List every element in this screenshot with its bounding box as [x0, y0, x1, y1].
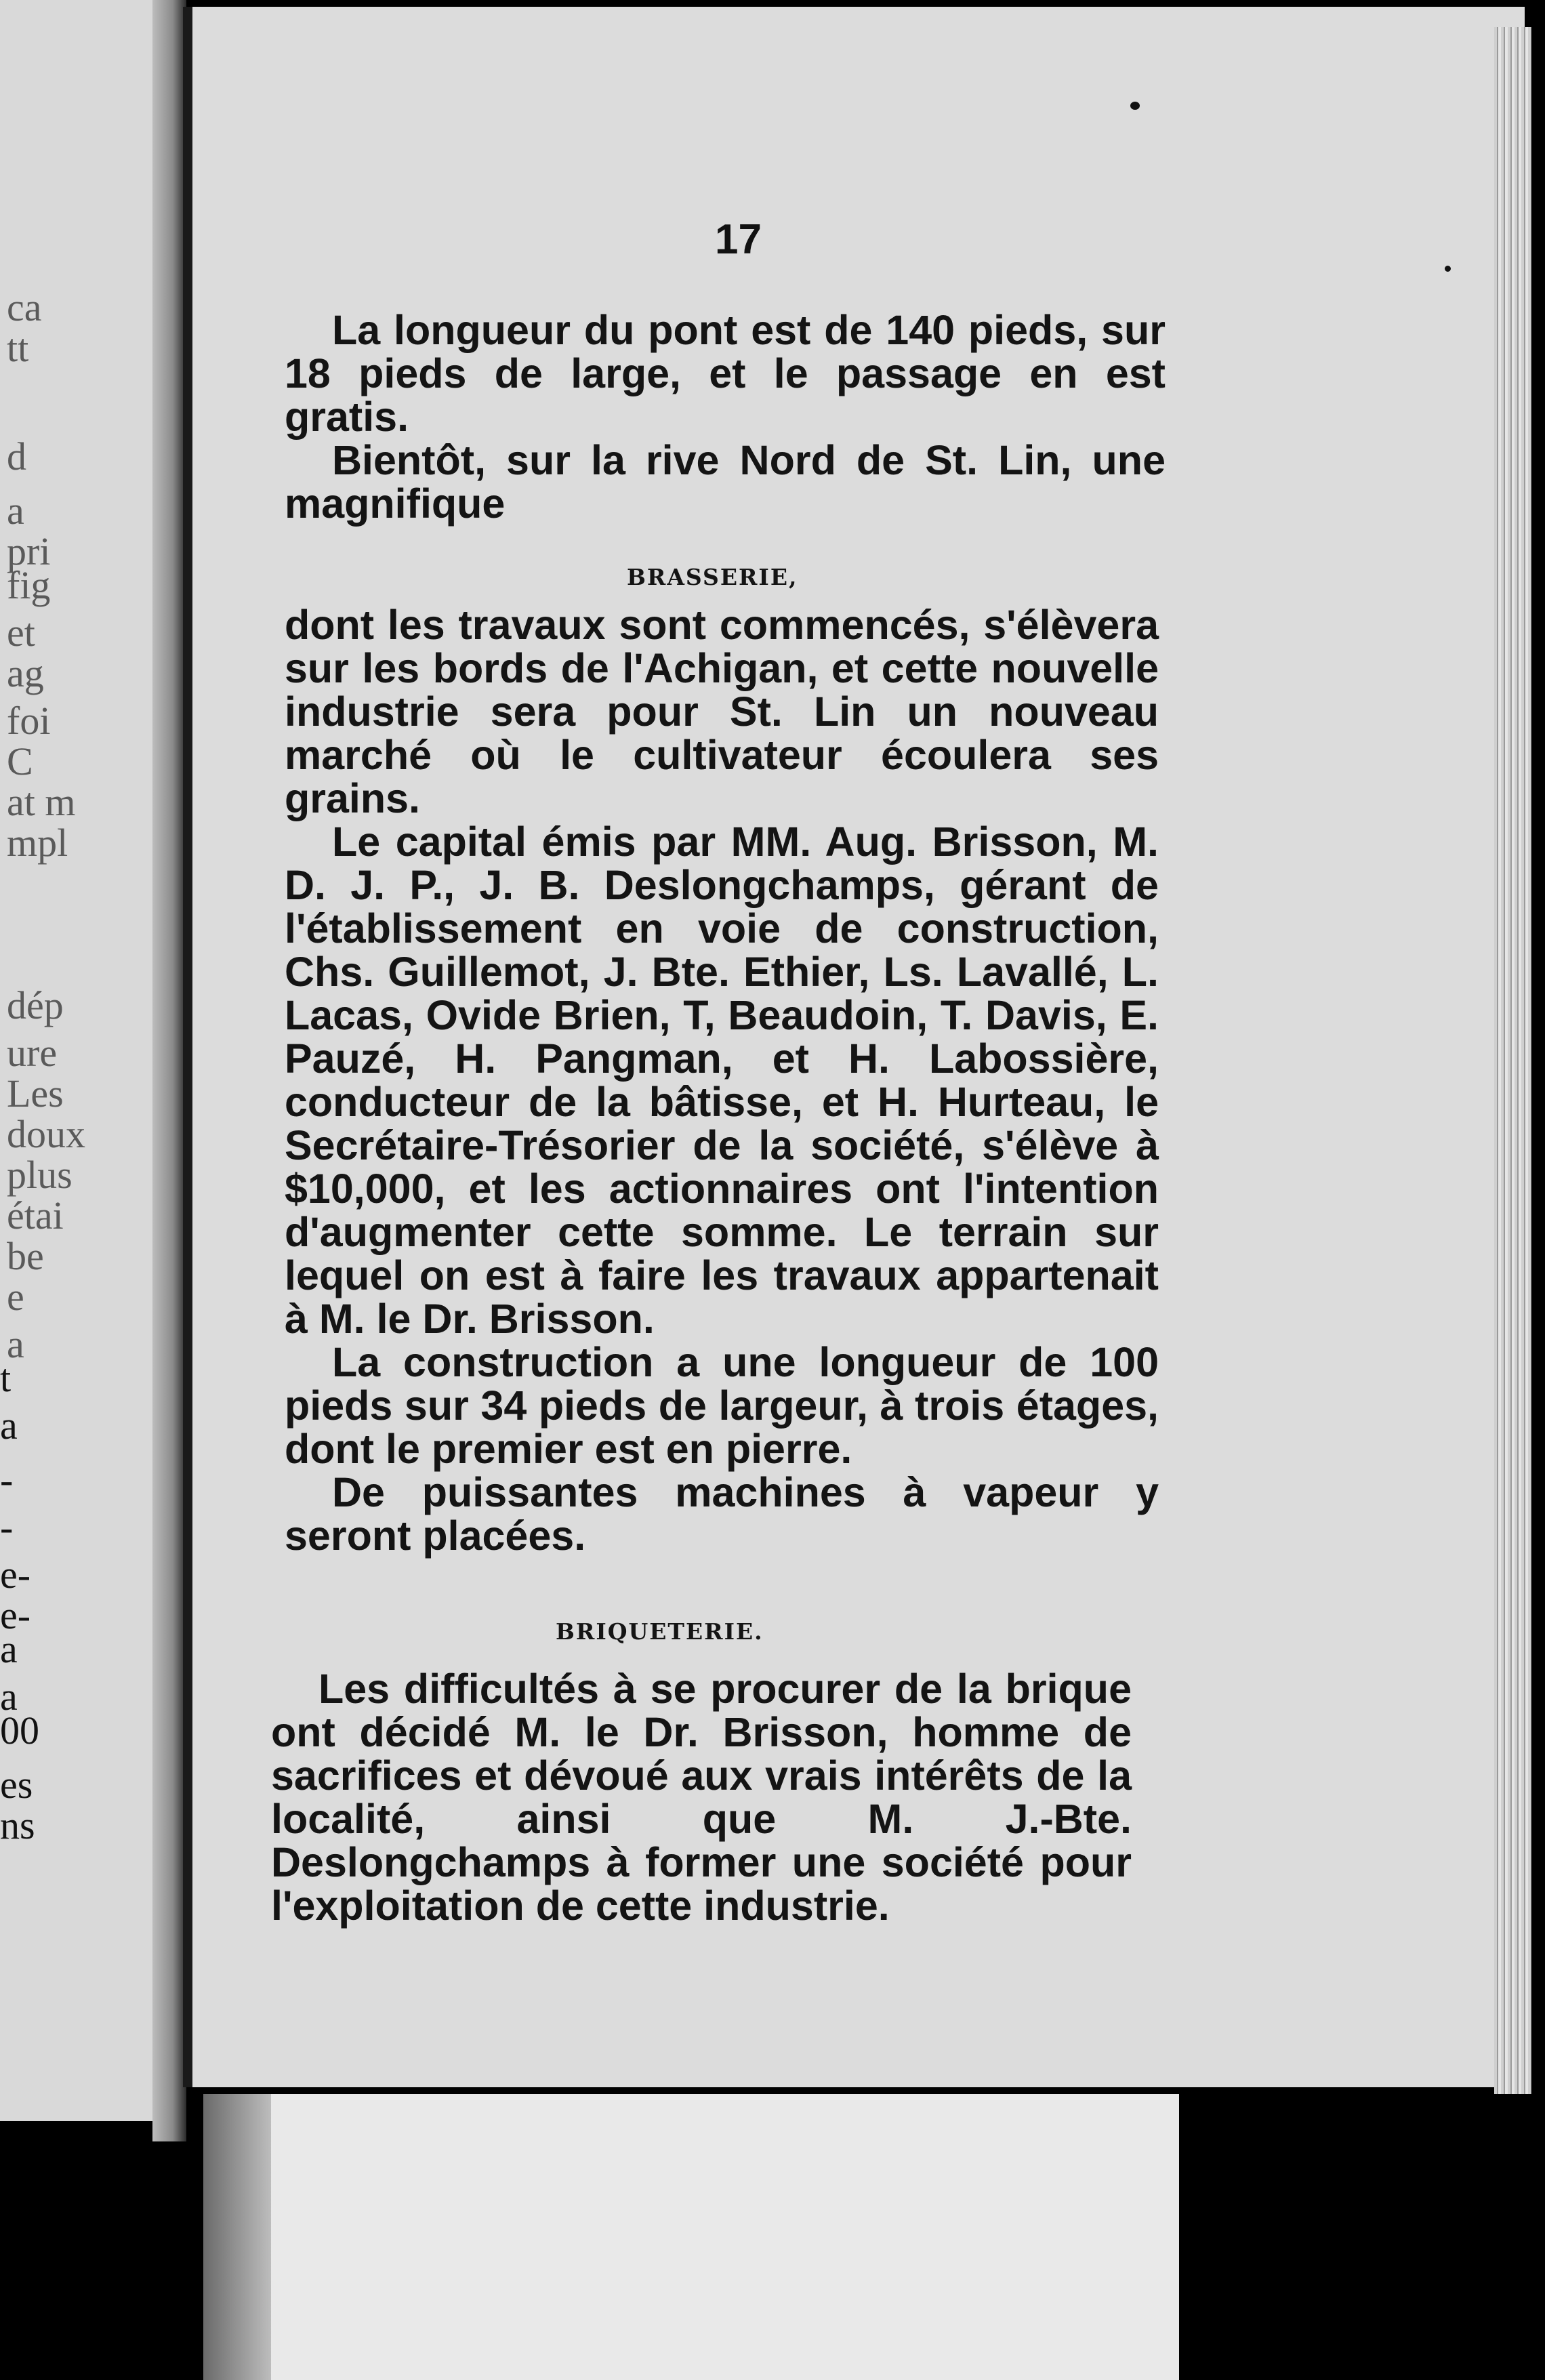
text-block-1	[285, 308, 1166, 525]
text-block-3	[271, 1667, 1132, 1927]
left-page-text-fragment: e-	[0, 1553, 31, 1597]
left-page-text-fragment: a	[0, 1403, 18, 1448]
paragraph: dont les travaux sont commencés, s'élèvera sur les bords de l'Achigan, et cette nouvelle industrie sera pour St. Lin un nouveau marché où le cultivateur écoulera ses grains.	[285, 602, 1159, 821]
left-page-text-fragment: e	[7, 1275, 24, 1319]
section-heading-briqueterie: BRIQUETERIE.	[556, 1618, 764, 1645]
left-page-text-fragment: plus	[7, 1153, 73, 1197]
left-page-text-fragment: dép	[7, 983, 64, 1027]
left-page-text-fragment: foi	[7, 699, 51, 743]
left-page-text-fragment: étai	[7, 1193, 64, 1237]
left-page-text-fragment: d	[7, 434, 26, 478]
paragraph: Les difficultés à se procurer de la brique ont décidé M. le Dr. Brisson, homme de sacrifices et dévoué aux vrais intérêts de la localité, ainsi que M. J.-Bte. Deslongchamps à former une société pour l'exploitation de cette industrie.	[271, 1666, 1132, 1929]
book-gutter	[152, 0, 186, 2141]
left-page-text-fragment: a	[7, 489, 24, 533]
left-page-text-fragment: e-	[0, 1593, 31, 1637]
left-page-text-fragment: t	[0, 1356, 12, 1400]
left-page-text-fragment: -	[0, 1458, 14, 1502]
left-page-text-fragment: fig	[7, 563, 51, 607]
left-page-text-fragment: -	[0, 1505, 14, 1549]
left-page-text-fragment: ns	[0, 1803, 35, 1847]
paragraph: La longueur du pont est de 140 pieds, sur 18 pieds de large, et le passage en est gratis.	[285, 307, 1166, 440]
page-edges	[1494, 27, 1531, 2094]
strip-shadow	[203, 2094, 271, 2380]
left-page-text-fragment: mpl	[7, 821, 68, 865]
paragraph: De puissantes machines à vapeur y seront placées.	[285, 1469, 1159, 1559]
page-number: 17	[715, 216, 762, 263]
left-page-text-fragment: ag	[7, 651, 44, 695]
left-page-text-fragment: Les	[7, 1071, 64, 1115]
left-page-text-fragment: be	[7, 1234, 44, 1278]
paragraph: La construction a une longueur de 100 pieds sur 34 pieds de largeur, à trois étages, dont le premier est en pierre.	[285, 1339, 1159, 1472]
left-page-text-fragment: et	[7, 611, 35, 655]
left-page-text-fragment: ure	[7, 1031, 58, 1075]
left-page-text-fragment: at m	[7, 780, 76, 824]
left-page-text-fragment: pri	[7, 529, 51, 573]
text-block-2	[285, 603, 1159, 1557]
ink-speck	[1130, 102, 1140, 110]
left-page-text-fragment: es	[0, 1763, 33, 1807]
left-page-text-fragment: a	[0, 1627, 18, 1671]
left-page-text-fragment: tt	[7, 326, 29, 370]
left-page-text-fragment: a	[0, 1675, 18, 1719]
section-heading-brasserie: BRASSERIE,	[627, 564, 798, 590]
ink-speck	[1445, 266, 1451, 272]
scan-background-strip	[203, 2094, 1179, 2380]
left-page-text-fragment: a	[7, 1322, 24, 1366]
left-page-text-fragment: C	[7, 739, 33, 783]
left-page-text-fragment: 00	[0, 1708, 39, 1752]
paragraph: Le capital émis par MM. Aug. Brisson, M. D. J. P., J. B. Deslongchamps, gérant de l'établissement en voie de construction, Chs. Guillemot, J. Bte. Ethier, Ls. Lavallé, L. Lacas, Ovide Brien, T, Beaudoin, T. Davis, E. Pauzé, H. Pangman, et H. Labossière, conducteur de la bâtisse, et H. Hurteau, le Secrétaire-Trésorier de la société, s'élève à $10,000, et les actionnaires ont l'intention d'augmenter cette somme. Le terrain sur lequel on est à faire les travaux appartenait à M. le Dr. Brisson.	[285, 819, 1159, 1342]
paragraph: Bientôt, sur la rive Nord de St. Lin, une magnifique	[285, 437, 1166, 527]
left-page-text-fragment: ca	[7, 285, 42, 329]
left-page-text-fragment: doux	[7, 1112, 85, 1156]
